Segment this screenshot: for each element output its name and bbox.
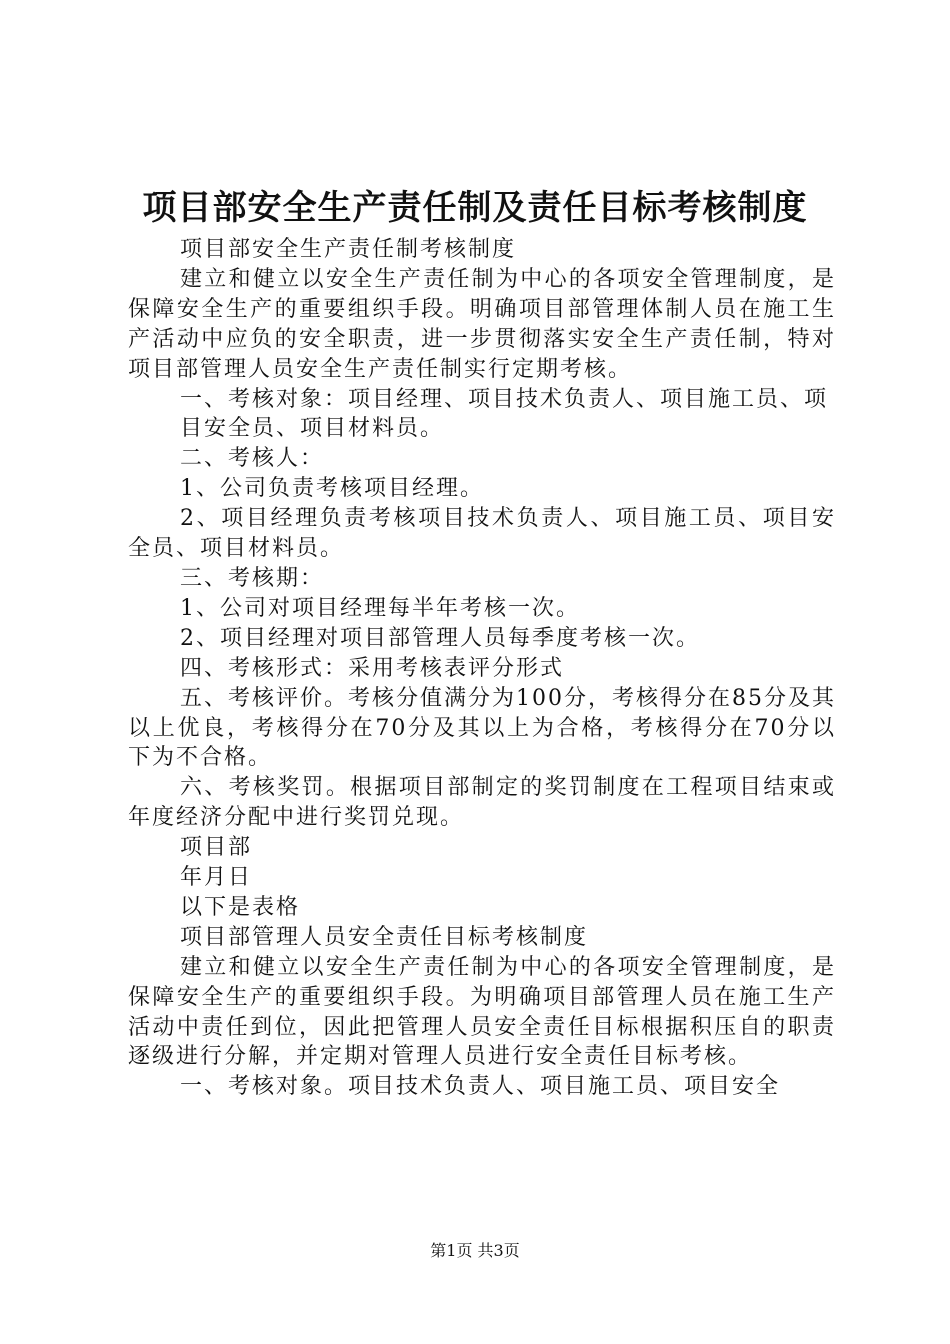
second-intro-paragraph: 建立和健立以安全生产责任制为中心的各项安全管理制度，是保障安全生产的重要组织手段。为明确项目部管理人员在施工生产活动中责任到位，因此把管理人员安全责任目标根据积压自的职责逐级进行分解，并定期对管理人员进行安全责任目标考核。 bbox=[128, 954, 836, 1070]
section-five-paragraph: 五、考核评价。考核分值满分为100分，考核得分在85分及其以上优良，考核得分在70分及其以上为合格，考核得分在70分以下为不合格。 bbox=[128, 685, 836, 771]
section-one-continued: 目安全员、项目材料员。 bbox=[180, 416, 445, 442]
section-two-heading: 二、考核人： bbox=[180, 446, 325, 472]
section-three-item-1: 1、公司对项目经理每半年考核一次。 bbox=[180, 595, 580, 621]
section-three-heading: 三、考核期： bbox=[180, 565, 325, 591]
document-body bbox=[128, 235, 836, 1102]
document-title: 项目部安全生产责任制及责任目标考核制度 bbox=[142, 188, 808, 228]
section-two-item-2: 2、项目经理负责考核项目技术负责人、项目施工员、项目安全员、项目材料员。 bbox=[128, 506, 836, 562]
section-three-item-2: 2、项目经理对项目部管理人员每季度考核一次。 bbox=[180, 625, 700, 651]
section-six-paragraph: 六、考核奖罚。根据项目部制定的奖罚制度在工程项目结束或年度经济分配中进行奖罚兑现。 bbox=[128, 775, 836, 831]
subtitle-paragraph: 项目部安全生产责任制考核制度 bbox=[180, 237, 517, 262]
section-one-paragraph: 一、考核对象：项目经理、项目技术负责人、项目施工员、项 bbox=[180, 386, 829, 412]
intro-paragraph: 建立和健立以安全生产责任制为中心的各项安全管理制度，是保障安全生产的重要组织手段。明确项目部管理体制人员在施工生产活动中应负的安全职责，进一步贯彻落实安全生产责任制，特对项目部管理人员安全生产责任制实行定期考核。 bbox=[128, 266, 836, 382]
section-four-paragraph: 四、考核形式：采用考核表评分形式 bbox=[180, 655, 565, 681]
page-footer: 第1页 共3页 bbox=[430, 1241, 520, 1260]
signature-date: 年月日 bbox=[180, 865, 253, 891]
section-two-item-1: 1、公司负责考核项目经理。 bbox=[180, 476, 484, 502]
signature-department: 项目部 bbox=[180, 835, 253, 861]
table-notice: 以下是表格 bbox=[180, 894, 301, 920]
second-subtitle: 项目部管理人员安全责任目标考核制度 bbox=[180, 924, 589, 950]
second-section-one-paragraph: 一、考核对象。项目技术负责人、项目施工员、项目安全 bbox=[180, 1074, 781, 1100]
